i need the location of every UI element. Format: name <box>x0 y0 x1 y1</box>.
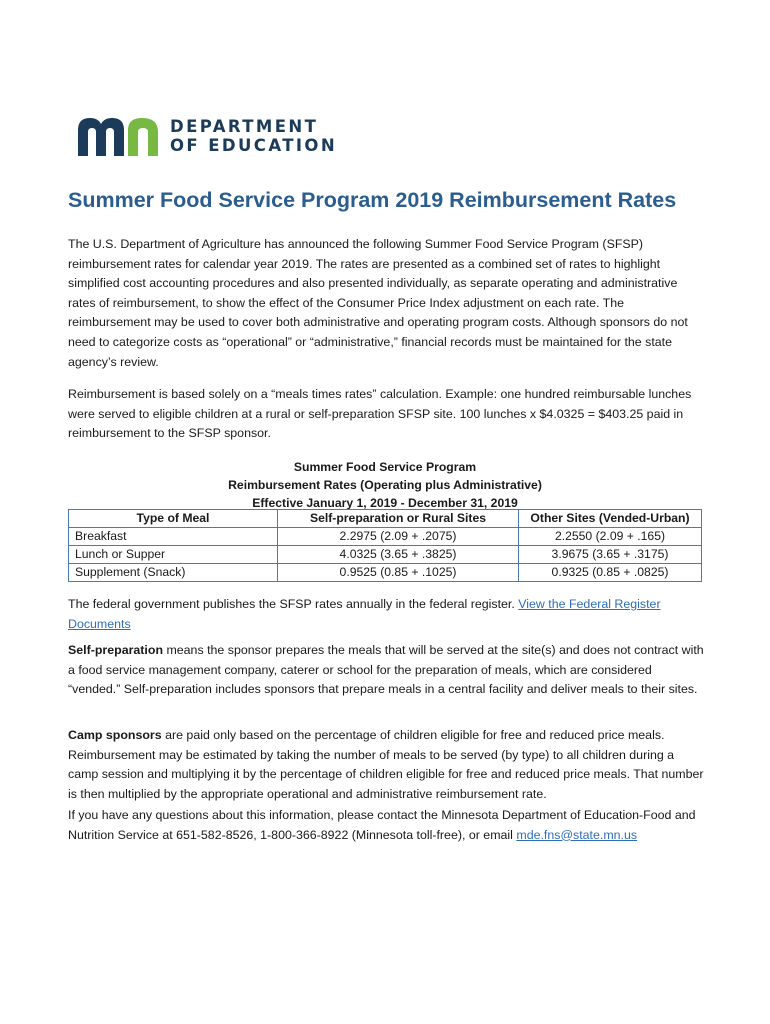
contact-text: If you have any questions about this information, please contact the Minnesota Department of Education-Food and Nutrition Service at 651-582-8526, 1-800-366-8922 (Minnesota toll-free), or email <box>68 808 696 842</box>
cell-other-rate: 3.9675 (3.65 + .3175) <box>519 546 702 564</box>
cell-self-prep-rate: 4.0325 (3.65 + .3825) <box>278 546 519 564</box>
table-caption-line-1: Summer Food Service Program <box>293 460 477 474</box>
cell-meal: Breakfast <box>69 528 278 546</box>
table-caption-line-2: Reimbursement Rates (Operating plus Administrative) <box>228 478 542 492</box>
cell-self-prep-rate: 0.9525 (0.85 + .1025) <box>278 564 519 582</box>
page-title: Summer Food Service Program 2019 Reimbursement Rates <box>68 188 677 212</box>
table-row <box>69 546 702 564</box>
table-caption <box>68 458 702 512</box>
header-other-sites: Other Sites (Vended-Urban) <box>519 510 702 528</box>
camp-sponsors-text: are paid only based on the percentage of children eligible for free and reduced price meals. Reimbursement may be estimated by taking the number of meals to be served (by type) to all children during a camp session and multiplying it by the percentage of children eligible for free and reduced price meals. That number is then multiplied by the appropriate operational and administrative reimbursement rate. <box>68 728 704 801</box>
table-caption-line-3: Effective January 1, 2019 - December 31, 2019 <box>252 496 518 510</box>
cell-self-prep-rate: 2.2975 (2.09 + .2075) <box>278 528 519 546</box>
contact-email-link[interactable]: mde.fns@state.mn.us <box>516 827 638 842</box>
logo-wordmark <box>170 117 337 155</box>
header-type-of-meal: Type of Meal <box>69 510 278 528</box>
header-self-prep: Self-preparation or Rural Sites <box>278 510 519 528</box>
self-prep-text: means the sponsor prepares the meals that will be served at the site(s) and does not contract with a food service management company, caterer or school for the preparation of meals, which are considered “vended.” Self-preparation includes sponsors that prepare meals in a central facility and deliver meals to their sites. <box>68 643 704 697</box>
camp-sponsors-paragraph <box>68 726 704 804</box>
example-paragraph: Reimbursement is based solely on a “meals times rates” calculation. Example: one hundred reimbursable lunches were served to eligible children at a rural or self-preparation SFSP site. 100 lunches x $4.0325 = $403.25 paid in reimbursement to the SFSP sponsor. <box>68 387 692 441</box>
table-row <box>69 528 702 546</box>
federal-register-link[interactable]: View the Federal Register Documents <box>68 597 661 631</box>
mn-logo-icon <box>76 116 160 156</box>
contact-paragraph <box>68 806 704 845</box>
self-prep-term: Self-preparation <box>68 643 164 657</box>
cell-other-rate: 0.9325 (0.85 + .0825) <box>519 564 702 582</box>
mde-logo <box>76 116 337 156</box>
table-row <box>69 564 702 582</box>
federal-register-text: The federal government publishes the SFSP rates annually in the federal register. <box>68 597 519 611</box>
table-header-row <box>69 510 702 528</box>
rates-table <box>68 509 702 582</box>
intro-paragraph: The U.S. Department of Agriculture has announced the following Summer Food Service Program (SFSP) reimbursement rates for calendar year 2019. The rates are presented as a combined set of rates to highlight simplified cost accounting procedures and also presented individually, as separate operating and administrative rates of reimbursement, to show the effect of the Consumer Price Index adjustment on each rate. The reimbursement may be used to cover both administrative and operating program costs. Although sponsors do not need to categorize costs as “operational” or “administrative,” financial records must be maintained for the state agency’s review. <box>68 237 688 369</box>
cell-meal: Lunch or Supper <box>69 546 278 564</box>
federal-register-paragraph <box>68 595 704 634</box>
logo-line-2: OF EDUCATION <box>170 136 338 155</box>
self-prep-paragraph <box>68 641 704 700</box>
logo-line-1: DEPARTMENT <box>170 117 319 136</box>
cell-meal: Supplement (Snack) <box>69 564 278 582</box>
camp-sponsors-term: Camp sponsors <box>68 728 162 742</box>
cell-other-rate: 2.2550 (2.09 + .165) <box>519 528 702 546</box>
